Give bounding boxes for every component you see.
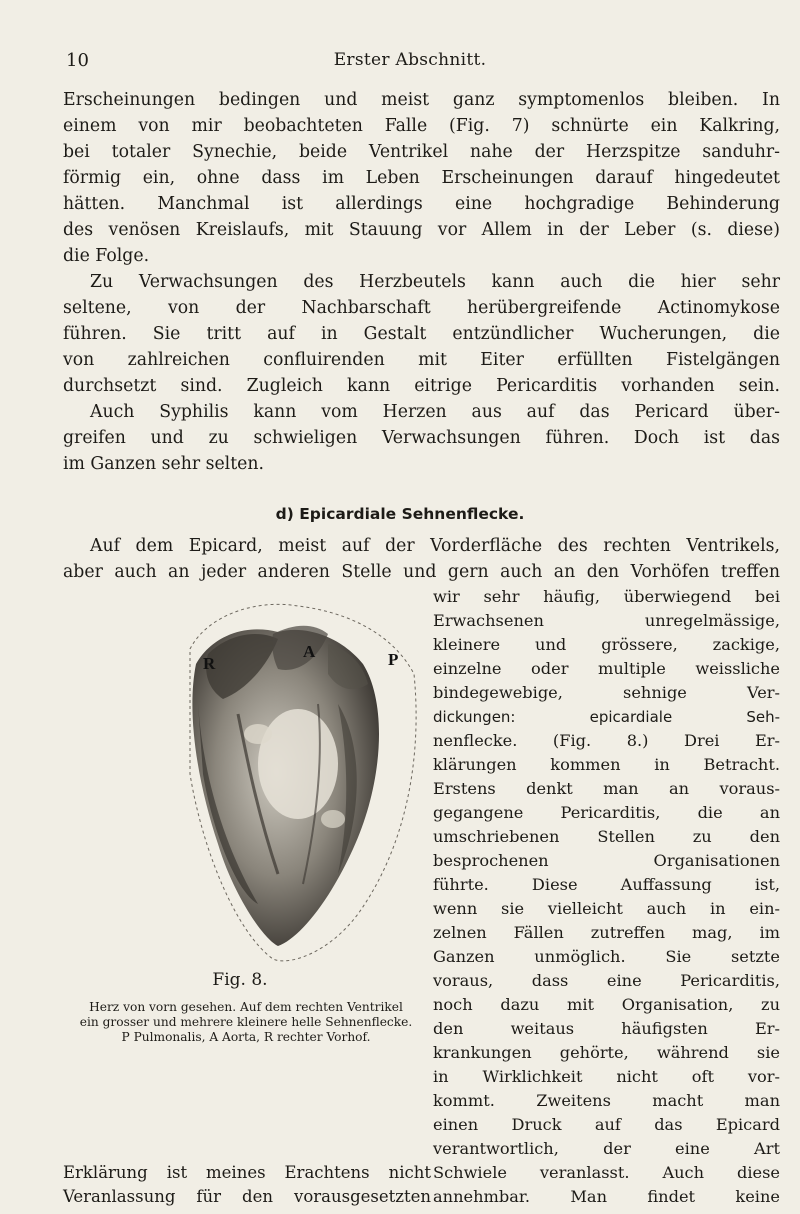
text-line: führen. Sie tritt auf in Gestalt entzündlicher Wucherungen, die (63, 324, 780, 344)
text-line: voraus, dass eine Pericarditis, (433, 971, 780, 990)
text-line: Veranlassung für den vorausgesetzten (63, 1187, 431, 1206)
heart-illustration (178, 594, 422, 967)
label-p: P (388, 650, 399, 669)
text-line: im Ganzen sehr selten. (63, 454, 264, 474)
heart-figure (178, 594, 422, 967)
section-heading: d) Epicardiale Sehnenflecke. (275, 505, 525, 523)
figure-caption-line: Herz von vorn gesehen. Auf dem rechten Ventrikel (89, 1000, 403, 1014)
text-line: wenn sie vielleicht auch in ein- (433, 899, 780, 918)
text-line: von zahlreichen confluirenden mit Eiter erfüllten Fistelgängen (63, 350, 780, 370)
text-line: Ganzen unmöglich. Sie setzte (433, 947, 780, 966)
text-line: Auf dem Epicard, meist auf der Vorderfläche des rechten Ventrikels, (90, 536, 780, 556)
text-line: die Folge. (63, 246, 150, 266)
text-line: aber auch an jeder anderen Stelle und gern auch an den Vorhöfen treffen (63, 562, 780, 582)
figure-caption-line: P Pulmonalis, A Aorta, R rechter Vorhof. (121, 1030, 371, 1044)
running-head (60, 50, 760, 76)
text-line: kommt. Zweitens macht man (433, 1091, 780, 1110)
text-line: krankungen gehörte, während sie (433, 1043, 780, 1062)
text-line: einzelne oder multiple weissliche (433, 659, 780, 678)
text-line: Zu Verwachsungen des Herzbeutels kann auch die hier sehr (90, 272, 780, 292)
text-line: durchsetzt sind. Zugleich kann eitrige Pericarditis vorhanden sein. (63, 376, 780, 396)
label-a: A (303, 642, 316, 661)
text-line: zelnen Fällen zutreffen mag, im (433, 923, 780, 942)
text-line: einem von mir beobachteten Falle (Fig. 7) schnürte ein Kalkring, (63, 116, 780, 136)
figure-label: Fig. 8. (212, 970, 268, 990)
text-line: verantwortlich, der eine Art (433, 1139, 780, 1158)
text-line: kleinere und grössere, zackige, (433, 635, 780, 654)
text-line: Erscheinungen bedingen und meist ganz symptomenlos bleiben. In (63, 90, 780, 110)
text-line: des venösen Kreislaufs, mit Stauung vor Allem in der Leber (s. diese) (63, 220, 780, 240)
label-r: R (203, 654, 216, 673)
text-line: hätten. Manchmal ist allerdings eine hochgradige Behinderung (63, 194, 780, 214)
text-line: in Wirklichkeit nicht oft vor- (433, 1067, 780, 1086)
text-line: Erstens denkt man an voraus- (433, 779, 780, 798)
text-line: einen Druck auf das Epicard (433, 1115, 780, 1134)
figure-caption-line: ein grosser und mehrere kleinere helle Sehnenflecke. (79, 1015, 413, 1029)
text-line: Erwachsenen unregelmässige, (433, 611, 780, 630)
text-line: förmig ein, ohne dass im Leben Erscheinungen darauf hingedeutet (63, 168, 780, 188)
text-line: umschriebenen Stellen zu den (433, 827, 780, 846)
text-line: klärungen kommen in Betracht. (433, 755, 780, 774)
text-line: führte. Diese Auffassung ist, (433, 875, 780, 894)
page-number: 10 (66, 50, 89, 71)
text-line: Auch Syphilis kann vom Herzen aus auf das Pericard über- (90, 402, 780, 422)
text-line: den weitaus häufigsten Er- (433, 1019, 780, 1038)
text-line: greifen und zu schwieligen Verwachsungen führen. Doch ist das (63, 428, 780, 448)
text-line: bindegewebige, sehnige Ver- (433, 683, 780, 702)
text-line: Erklärung ist meines Erachtens nicht (63, 1163, 431, 1182)
text-line: annehmbar. Man findet keine (433, 1187, 780, 1206)
text-line: wir sehr häufig, überwiegend bei (433, 587, 780, 606)
text-line: gegangene Pericarditis, die an (433, 803, 780, 822)
text-line: seltene, von der Nachbarschaft herübergreifende Actinomykose (63, 298, 780, 318)
header-title: Erster Abschnitt. (333, 50, 487, 70)
text-line: bei totaler Synechie, beide Ventrikel nahe der Herzspitze sanduhr- (63, 142, 780, 162)
text-line: nenflecke. (Fig. 8.) Drei Er- (433, 731, 780, 750)
text-line: noch dazu mit Organisation, zu (433, 995, 780, 1014)
text-line: Schwiele veranlasst. Auch diese (433, 1163, 780, 1182)
text-line: dickungen: epicardiale Seh- (433, 708, 780, 726)
text-line: besprochenen Organisationen (433, 851, 780, 870)
